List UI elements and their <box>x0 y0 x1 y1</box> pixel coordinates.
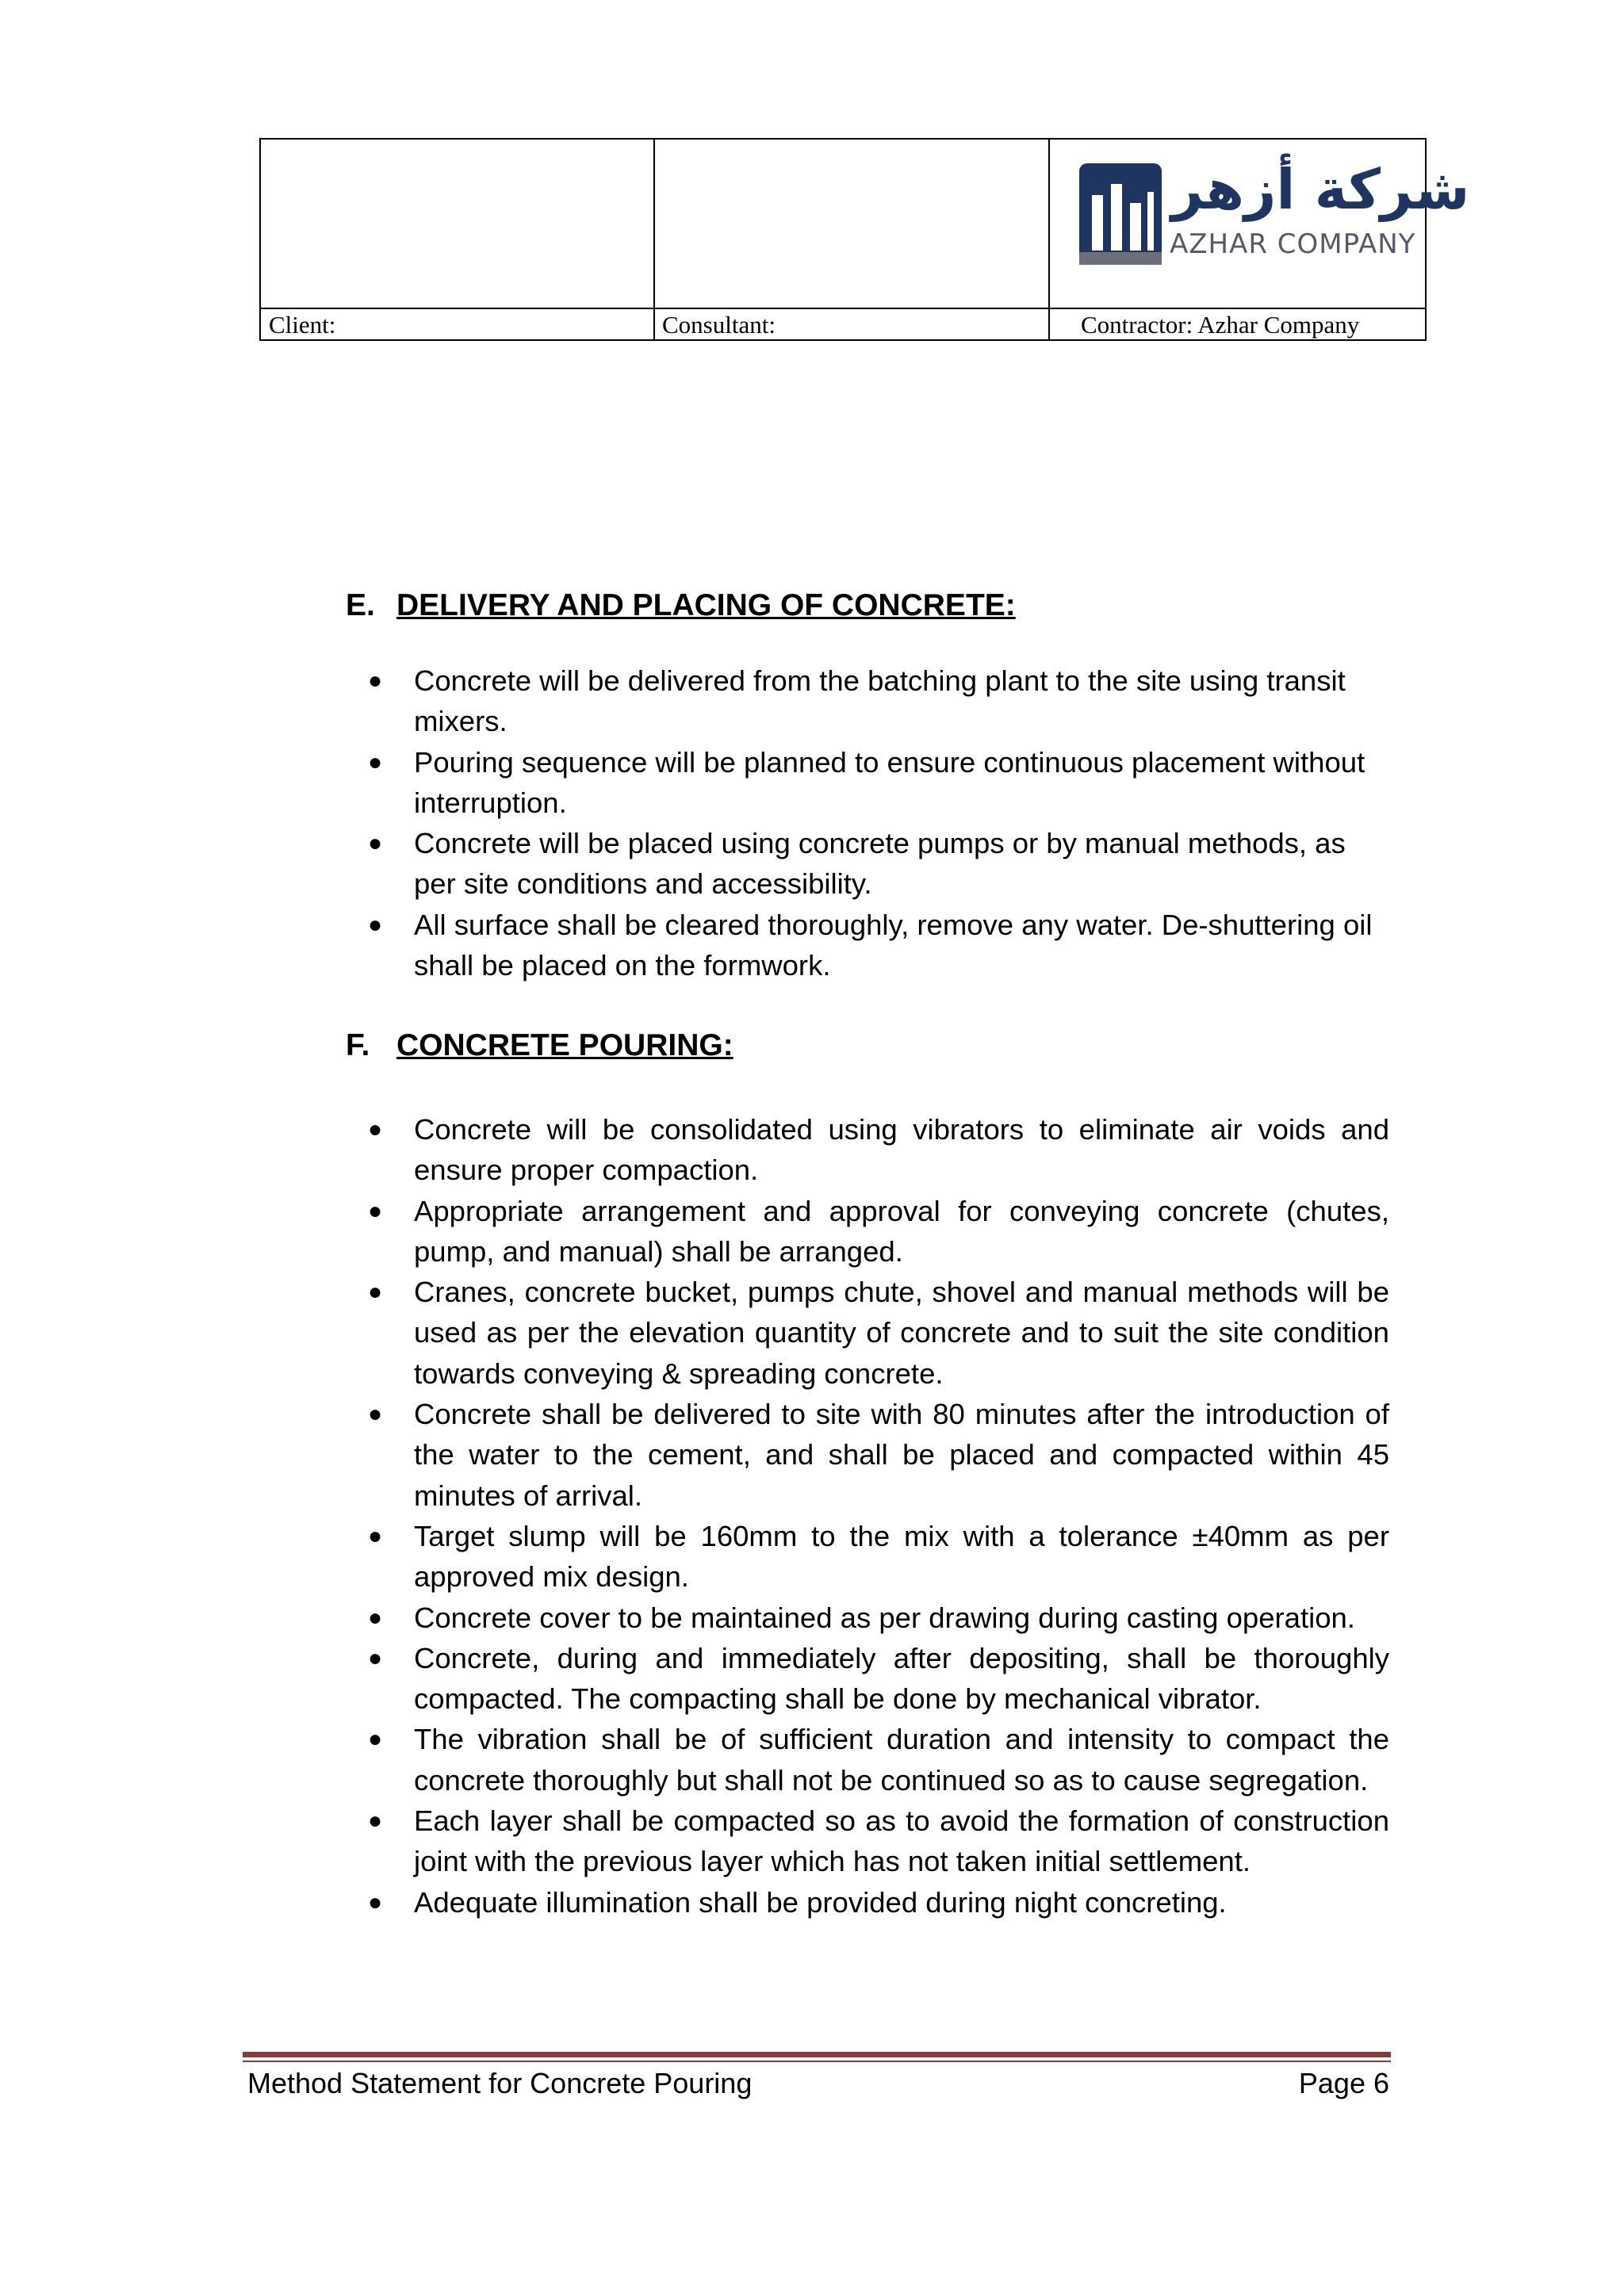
logo-arabic-text: شركة أزهر <box>1171 157 1470 222</box>
bullet-icon: ● <box>368 1726 383 1753</box>
client-label: Client: <box>269 311 336 339</box>
table-divider <box>1048 140 1050 339</box>
list-item: ● Concrete will be delivered from the batching plant to the site using transit mixers. <box>346 660 1389 742</box>
bullet-icon: ● <box>368 1197 383 1224</box>
contractor-label: Contractor: Azhar Company <box>1081 311 1360 339</box>
bullet-icon: ● <box>368 1888 383 1915</box>
list-item: ● Concrete will be placed using concrete pumps or by manual methods, as per site conditions and accessibility. <box>346 823 1389 905</box>
bullet-icon: ● <box>368 1522 383 1549</box>
bullet-icon: ● <box>368 1279 383 1306</box>
company-logo <box>1078 155 1470 274</box>
list-item: ● Concrete will be consolidated using vibrators to eliminate air voids and ensure proper compaction. <box>346 1109 1389 1191</box>
list-item: ● Adequate illumination shall be provided during night concreting. <box>346 1882 1389 1923</box>
header-table <box>259 138 1470 341</box>
bullet-icon: ● <box>368 830 383 857</box>
azhar-logo-icon <box>1079 163 1162 274</box>
list-item: ● The vibration shall be of sufficient duration and intensity to compact the concrete thoroughly but shall not be continued so as to cause segregation. <box>346 1719 1389 1800</box>
section-heading: CONCRETE POURING: <box>396 1028 733 1062</box>
list-item: ● Pouring sequence will be planned to ensure continuous placement without interruption. <box>346 742 1389 824</box>
list-item: ● Each layer shall be compacted so as to avoid the formation of construction joint with the previous layer which has not taken initial settlement. <box>346 1800 1389 1882</box>
page-footer <box>247 2063 1389 2104</box>
list-item: ● Appropriate arrangement and approval for conveying concrete (chutes, pump, and manual) shall be arranged. <box>346 1191 1389 1272</box>
section-heading: DELIVERY AND PLACING OF CONCRETE: <box>396 588 1016 622</box>
section-title <box>346 1027 733 1064</box>
footer-title: Method Statement for Concrete Pouring <box>247 2067 753 2099</box>
list-item: ● Target slump will be 160mm to the mix with a tolerance ±40mm as per approved mix design. <box>346 1516 1389 1598</box>
section-letter: F. <box>346 1028 370 1062</box>
page-number: Page 6 <box>1298 2067 1389 2099</box>
list-item: ● Concrete shall be delivered to site with 80 minutes after the introduction of the water to the cement, and shall be placed and compacted within 45 minutes of arrival. <box>346 1394 1389 1516</box>
footer-rule <box>243 2061 1391 2062</box>
bullet-icon: ● <box>368 668 383 694</box>
bullet-icon: ● <box>368 1808 383 1835</box>
list-item: ● Concrete cover to be maintained as per drawing during casting operation. <box>346 1598 1389 1638</box>
bullet-list <box>346 1109 1389 1923</box>
table-divider <box>653 140 655 339</box>
bullet-icon: ● <box>368 1644 383 1671</box>
section-letter: E. <box>346 588 375 622</box>
footer-rule <box>243 2052 1391 2057</box>
bullet-list <box>346 660 1389 985</box>
bullet-icon: ● <box>368 911 383 938</box>
consultant-label: Consultant: <box>662 311 776 339</box>
logo-english-text: AZHAR COMPANY <box>1170 228 1416 260</box>
section-title <box>346 587 1016 624</box>
list-item: ● Cranes, concrete bucket, pumps chute, shovel and manual methods will be used as per the elevation quantity of concrete and to suit the site condition towards conveying & spreading concrete. <box>346 1272 1389 1394</box>
list-item: ● Concrete, during and immediately after depositing, shall be thoroughly compacted. The compacting shall be done by mechanical vibrator. <box>346 1638 1389 1720</box>
bullet-icon: ● <box>368 1116 383 1142</box>
bullet-icon: ● <box>368 1401 383 1428</box>
bullet-icon: ● <box>368 748 383 775</box>
bullet-icon: ● <box>368 1604 383 1631</box>
list-item: ● All surface shall be cleared thoroughly, remove any water. De-shuttering oil shall be placed on the formwork. <box>346 905 1389 986</box>
